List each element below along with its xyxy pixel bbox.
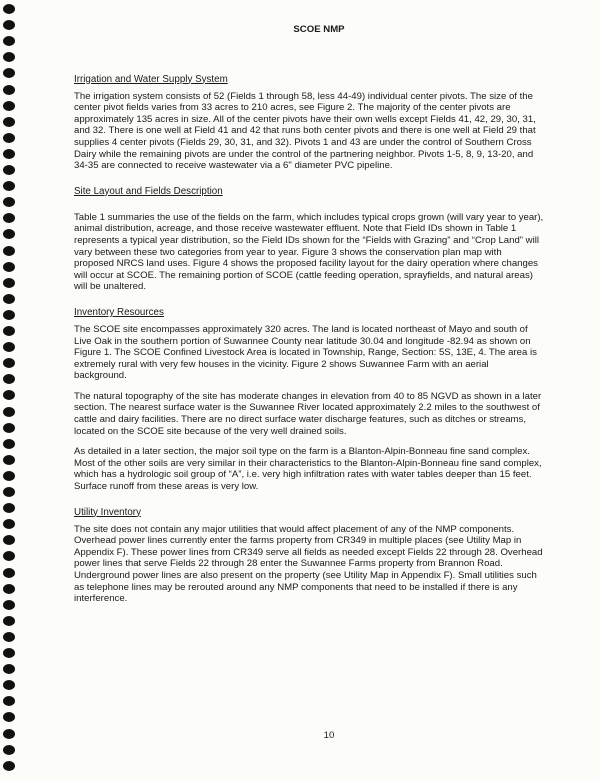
binder-hole [3,246,15,256]
binder-hole [3,455,15,465]
binder-hole [3,358,15,368]
binder-hole [3,374,15,384]
binder-hole [3,165,15,175]
binder-hole [3,423,15,433]
binder-hole [3,729,15,739]
paragraph: Table 1 summaries the use of the fields on the farm, which includes typical crops grown (will vary year to year), animal distribution, acreage, and those receive wastewater effluent. Note that Field IDs shown in Table 1 represents a typical year distribution, so the Field IDs shown for the “Fields with Grazing” and “Crop Land” will vary between these two categories from year to year. Figure 3 shows the conservation plan map with proposed NRCS land uses. Figure 4 shows the proposed facility layout for the dairy operation where changes will occur at SCOE. The remaining portion of SCOE (cattle feeding operation, sprayfields, and natural areas) will be unaltered. [74,211,544,293]
binder-hole [3,213,15,223]
binder-hole [3,278,15,288]
paragraph: The SCOE site encompasses approximately 320 acres. The land is located northeast of Mayo and south of Live Oak in the southern portion of Suwannee County near latitude 30.04 and longitude -82.94 as shown on Figure 1. The SCOE Confined Livestock Area is located in Township, Range, Section: 5S, 13E, 4. The area is extremely rural with very few houses in the vicinity. Figure 2 shows Suwannee Farm with an aerial background. [74,323,537,382]
binder-hole [3,342,15,352]
binder-hole [3,680,15,690]
binder-hole [3,600,15,610]
section-site-layout [74,186,544,293]
binder-hole [3,52,15,62]
binder-hole [3,471,15,481]
paragraph: The irrigation system consists of 52 (Fields 1 through 58, less 44-49) individual center pivots. The size of the center pivot fields varies from 33 acres to 210 acres, see Figure 2. The majority of the center pivots are approximately 135 acres in size. All of the center pivots have their own wells except Fields 41, 42, 29, 30, 31, and 32. There is one well at Field 41 and 42 that runs both center pivots and there is one well at Field 29 that supplies 4 center pivots (Fields 29, 30, 31, and 32). Pivots 1 and 43 are under the control of Southern Cross Dairy while the remaining pivots are under the control of the partnering neighbor. Pivots 1-5, 8, 9, 13-20, and 34-35 are connected to receive wastewater via a 6" diameter PVC pipeline. [74,90,536,172]
binder-hole [3,85,15,95]
binder-holes [3,4,17,778]
paragraph: As detailed in a later section, the major soil type on the farm is a Blanton-Alpin-Bonneau fine sand complex. Most of the other soils are very similar in their characteristics to the Blanton-Alpin-Bonneau fine sand complex, which has a hydrologic soil group of “A”, i.e. very high infiltration rates with water tables deeper than 15 feet. Surface runoff from these areas is very low. [74,446,542,493]
binder-hole [3,197,15,207]
binder-hole [3,761,15,771]
binder-hole [3,133,15,143]
binder-hole [3,4,15,14]
binder-hole [3,568,15,578]
binder-hole [3,696,15,706]
binder-hole [3,535,15,545]
binder-hole [3,712,15,722]
binder-hole [3,407,15,417]
binder-hole [3,487,15,497]
page-header: SCOE NMP [293,24,345,35]
binder-hole [3,101,15,111]
binder-hole [3,149,15,159]
binder-hole [3,326,15,336]
section-inventory [74,307,544,493]
paragraph: The natural topography of the site has moderate changes in elevation from 40 to 85 NGVD as shown in a later section. The nearest surface water is the Suwannee River located approximately 2.2 miles to the southwest of cattle and dairy facilities. There are no direct surface water discharge features, such as ditches or streams, located on the SCOE site because of the very well drained soils. [74,390,542,437]
binder-hole [3,648,15,658]
binder-hole [3,36,15,46]
section-heading: Utility Inventory [74,506,141,518]
binder-hole [3,503,15,513]
binder-hole [3,294,15,304]
binder-hole [3,664,15,674]
binder-hole [3,310,15,320]
binder-hole [3,229,15,239]
binder-hole [3,181,15,191]
paragraph: The site does not contain any major utilities that would affect placement of any of the NMP components. Overhead power lines currently enter the farms property from CR349 in multiple places (see Utility Map in Appendix F). These power lines from CR349 serve all fields as needed except Fields 22 through 28. Overhead power lines that serve Fields 22 through 28 enter the Suwannee Farms property from Brannon Road. Underground power lines are also present on the property (see Utility Map in Appendix F). Small utilities such as telephone lines may be rerouted around any NMP components that need to be installed if there is any interference. [74,523,543,605]
binder-hole [3,20,15,30]
section-heading: Inventory Resources [74,306,164,318]
binder-hole [3,519,15,529]
binder-hole [3,584,15,594]
binder-hole [3,68,15,78]
binder-hole [3,632,15,642]
binder-hole [3,745,15,755]
section-irrigation [74,74,544,172]
section-utility [74,507,544,605]
section-heading: Site Layout and Fields Description [74,185,223,197]
section-heading: Irrigation and Water Supply System [74,73,228,85]
page-number: 10 [323,730,335,741]
document-page [74,24,544,614]
binder-hole [3,117,15,127]
binder-hole [3,390,15,400]
binder-hole [3,262,15,272]
binder-hole [3,551,15,561]
binder-hole [3,439,15,449]
binder-hole [3,616,15,626]
